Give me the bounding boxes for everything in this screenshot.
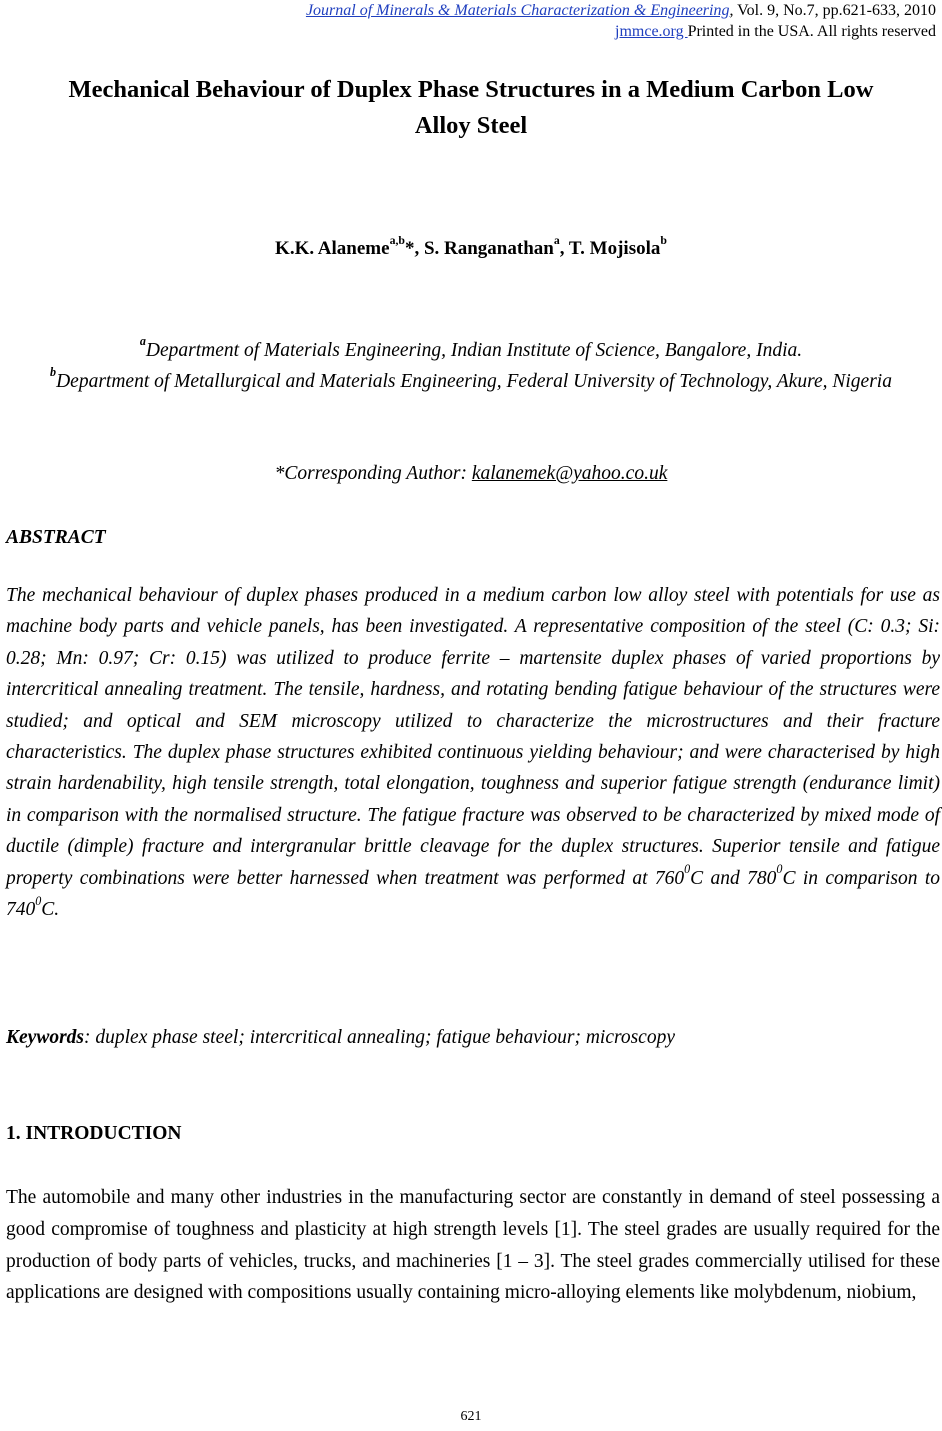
author-name: T. Mojisola: [568, 238, 661, 259]
rights-line: [306, 21, 936, 42]
introduction-body: The automobile and many other industries in the manufacturing sector are constantly in demand of steel possessing a good compromise of toughness and plasticity at high strength levels [1]. The steel grades are usually required for the production of body parts of vehicles, trucks, and machineries [1 – 3]. The steel grades commercially utilised for these applications are designed with compositions usually containing micro-alloying elements like molybdenum, niobium,: [6, 1187, 940, 1304]
degree-superscript: 0: [35, 893, 42, 908]
author-separator: *,: [404, 238, 424, 259]
page-number: 621: [460, 1409, 482, 1424]
author-name: S. Ranganathan: [423, 238, 554, 259]
author-affiliation-mark: b: [660, 233, 667, 247]
affiliation-mark: b: [50, 365, 57, 380]
keywords-label: Keywords: [6, 1027, 84, 1048]
affiliation-text: Department of Metallurgical and Materials Engineering, Federal University of Technology, Akure, Nigeria: [56, 371, 892, 392]
temperature-value: 780: [747, 867, 777, 889]
abstract-text: The mechanical behaviour of duplex phases produced in a medium carbon low alloy steel with potentials for use as machine body parts and vehicle panels, has been investigated. A representative composition of the steel (C: 0.3; Si: 0.28; Mn: 0.97; Cr: 0.15) was utilized to produce ferrite – martensite duplex phases of varied proportions by intercritical annealing treatment. The tensile, hardness, and rotating bending fatigue behaviour of the structures were studied; and optical and SEM microscopy utilized to characterize the microstructures and their fracture characteristics. The duplex phase structures exhibited continuous yielding behaviour; and were characterised by high strain hardenability, high tensile strength, total elongation, toughness and superior fatigue strength (endurance limit) in comparison with the normalised structure. The fatigue fracture was observed to be characterized by mixed mode of ductile (dimple) fracture and intergranular brittle cleavage for the duplex structures. Superior tensile and fatigue property combinations were better harnessed when treatment was performed at: [6, 585, 940, 889]
author-affiliation-mark: a: [553, 233, 560, 247]
journal-name-link[interactable]: Journal of Minerals & Materials Characterization & Engineering: [305, 2, 730, 19]
corresponding-author: [0, 460, 942, 488]
temperature-unit: C and: [690, 867, 748, 889]
temperature-unit: C in comparison to: [782, 867, 940, 889]
journal-citation: , Vol. 9, No.7, pp.621-633, 2010: [729, 2, 936, 19]
site-link[interactable]: jmmce.org: [615, 23, 688, 40]
abstract-body: [6, 580, 940, 925]
paper-title: [0, 72, 942, 144]
keywords: [6, 1024, 940, 1052]
temperature-value: 740: [6, 899, 36, 921]
temperature-value: 760: [654, 867, 685, 889]
title-line-2: Alloy Steel: [414, 112, 528, 139]
journal-citation-line: [306, 0, 936, 21]
affiliation-mark: a: [139, 334, 146, 349]
section-heading-introduction: 1. INTRODUCTION: [6, 1123, 182, 1144]
author-name: K.K. Alaneme: [275, 238, 390, 259]
keywords-text: : duplex phase steel; intercritical annealing; fatigue behaviour; microscopy: [84, 1027, 675, 1048]
temperature-unit: C.: [41, 899, 60, 921]
degree-superscript: 0: [776, 862, 783, 877]
degree-superscript: 0: [684, 862, 691, 877]
affiliation-b: [0, 366, 942, 397]
corresponding-label: *Corresponding Author:: [274, 463, 472, 484]
title-line-1: Mechanical Behaviour of Duplex Phase Structures in a Medium Carbon Low: [68, 76, 874, 103]
author-affiliation-mark: a,b: [389, 233, 405, 247]
journal-header: [306, 0, 936, 42]
affiliation-text: Department of Materials Engineering, Indian Institute of Science, Bangalore, India.: [145, 340, 803, 361]
affiliations: [0, 335, 942, 397]
author-list: [0, 233, 942, 262]
rights-text: Printed in the USA. All rights reserved: [687, 23, 936, 40]
corresponding-email-link[interactable]: kalanemek@yahoo.co.uk: [471, 463, 668, 484]
affiliation-a: [0, 335, 942, 366]
abstract-heading: ABSTRACT: [6, 527, 106, 548]
author-separator: ,: [559, 238, 569, 259]
